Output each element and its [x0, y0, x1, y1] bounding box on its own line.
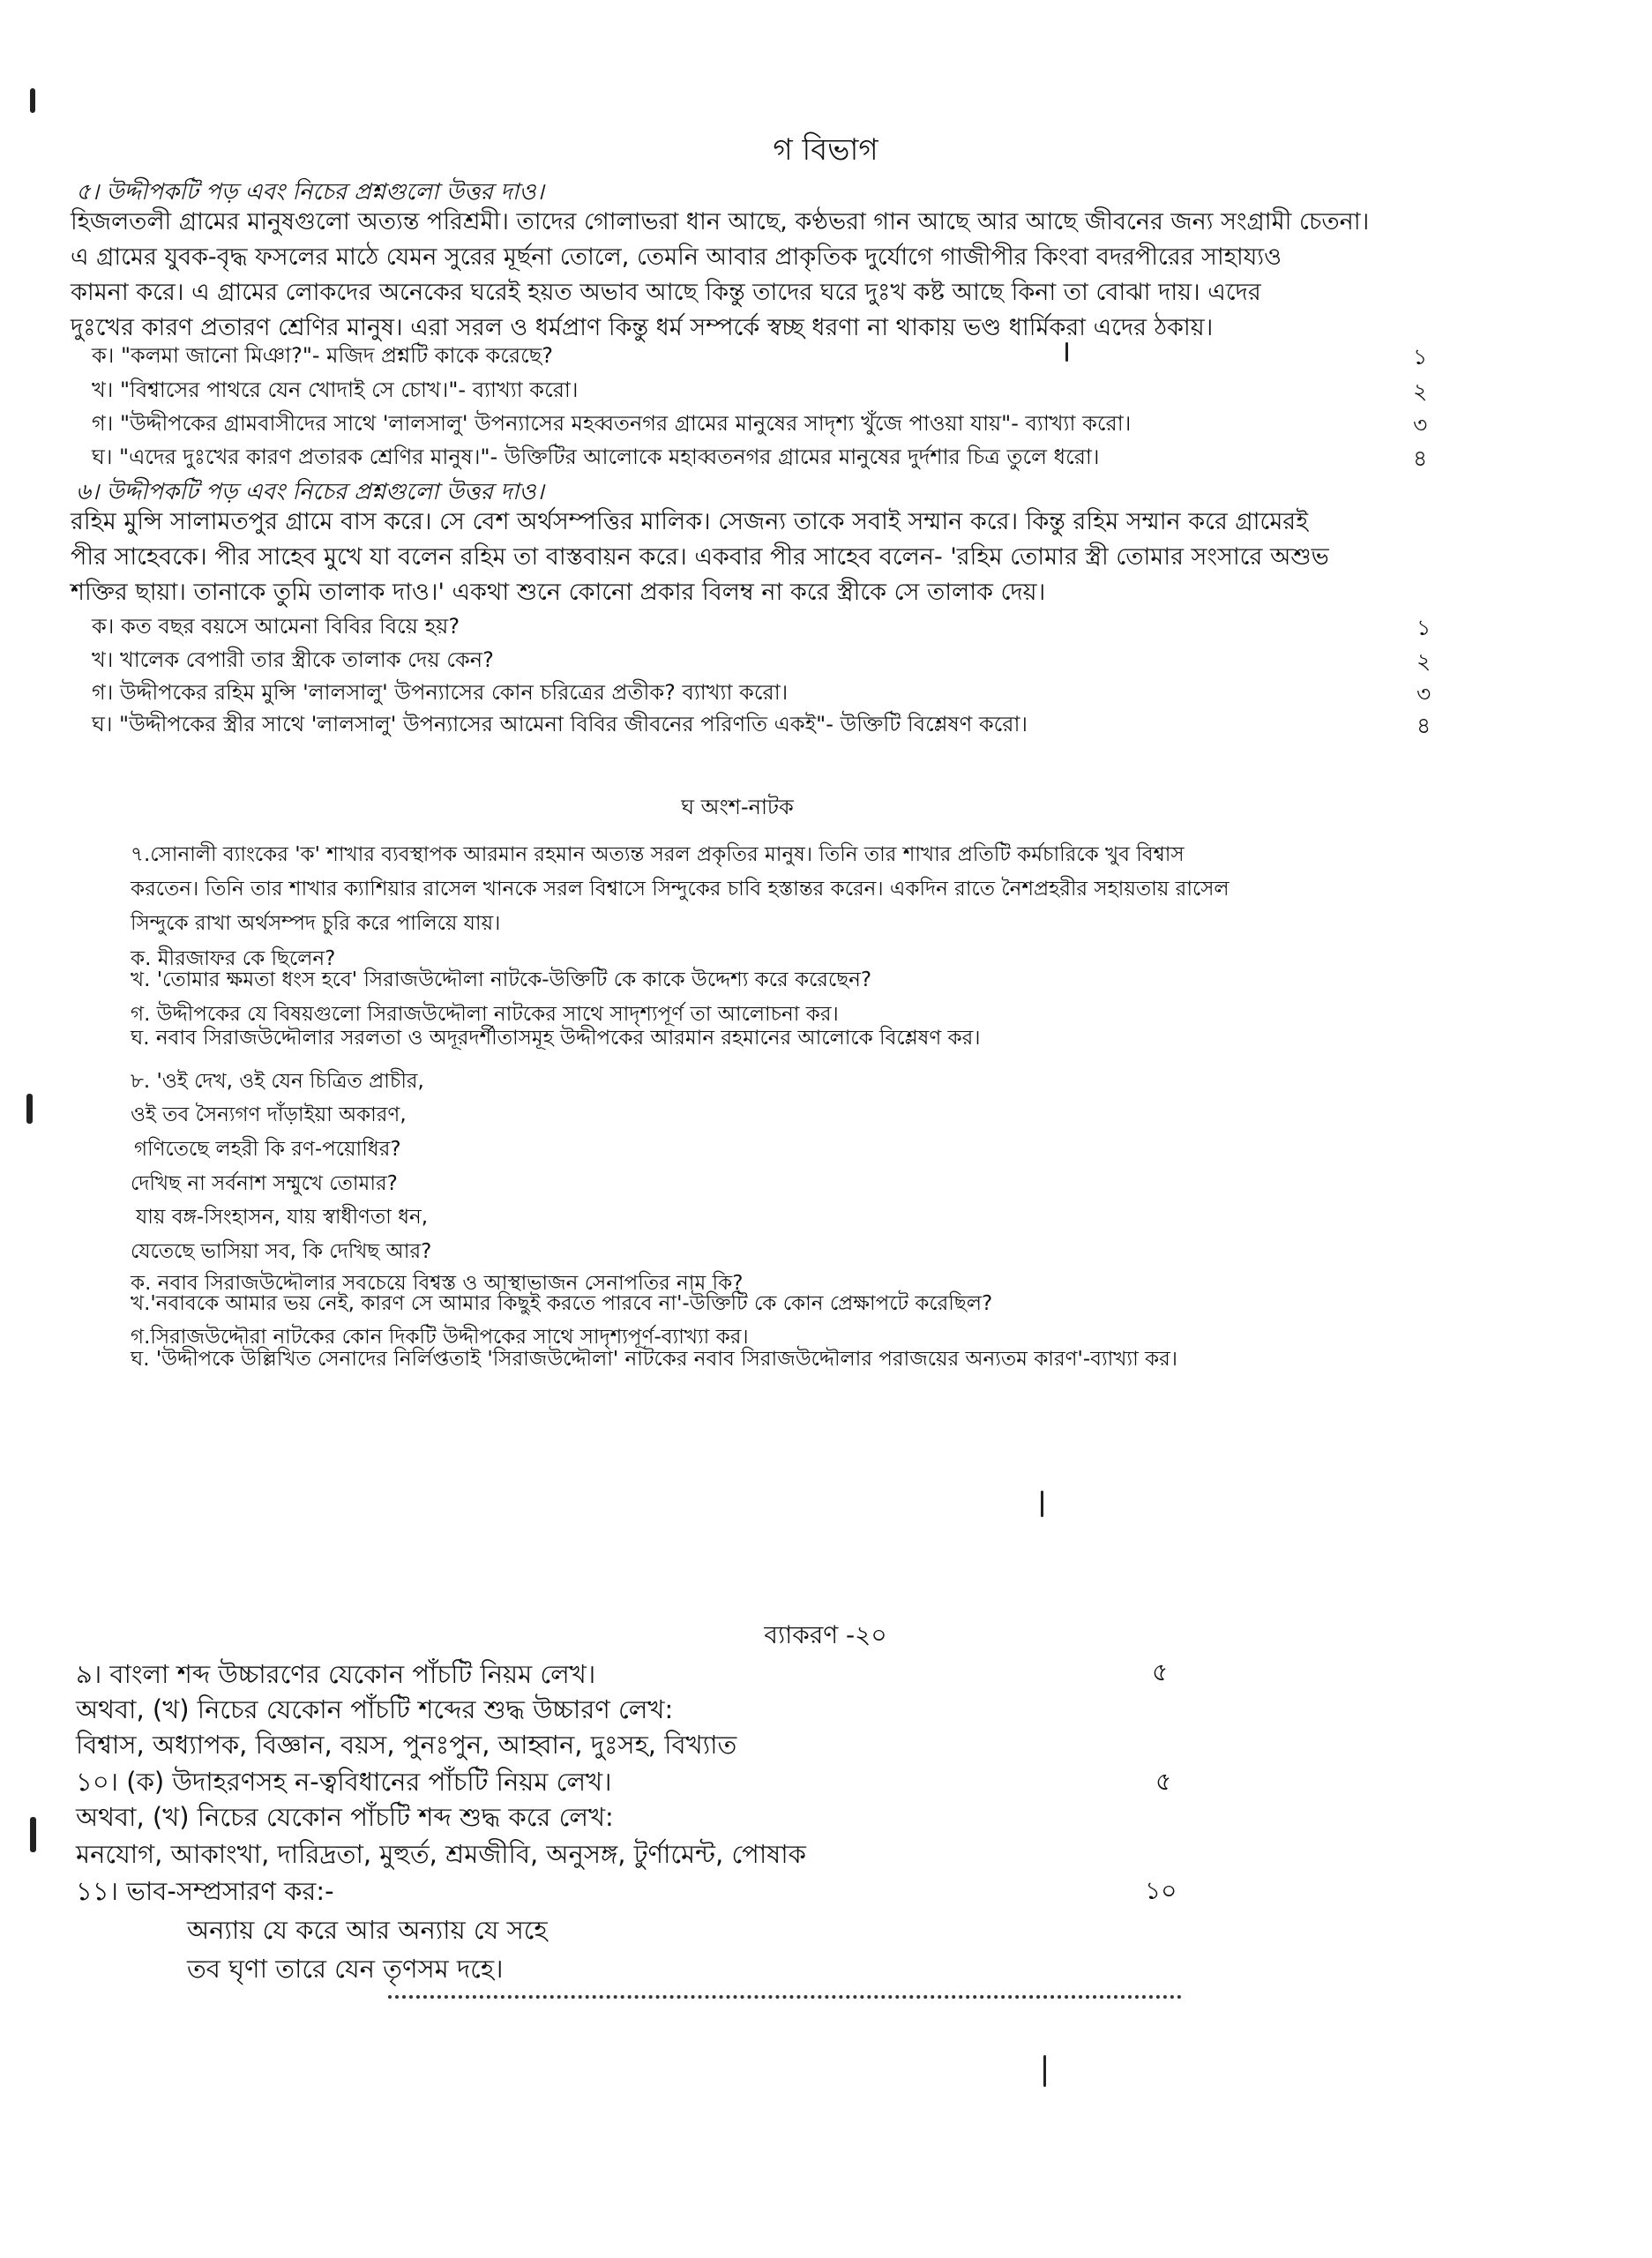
q5-mark: ২ [1413, 378, 1428, 404]
scan-mark [30, 88, 35, 113]
q5-mark: ৪ [1413, 445, 1428, 471]
q9-text: ৯। বাংলা শব্দ উচ্চারণের যেকোন পাঁচটি নিয়ম লেখ। [76, 1659, 596, 1689]
q6-mark: ৪ [1417, 713, 1431, 738]
q5-heading: ৫। উদ্দীপকটি পড় এবং নিচের প্রশ্নগুলো উত্তর দাও। [76, 179, 544, 206]
passage-line: এ গ্রামের যুবক-বৃদ্ধ ফসলের মাঠে যেমন সুরের মূর্ছনা তোলে, তেমনি আবার প্রাকৃতিক দুর্যোগে গাজীপীর কিংবা বদরপীরের সাহায্যও [71, 243, 1282, 271]
q10-words: মনযোগ, আকাংখা, দারিদ্রতা, মুহুর্ত, শ্রমজীবি, অনুসঙ্গ, টুর্ণামেন্ট, পোষাক [76, 1839, 806, 1869]
q6-mark: ১ [1417, 615, 1431, 640]
scan-mark [30, 1817, 36, 1852]
q6-mark: ৩ [1417, 681, 1431, 707]
scan-mark [26, 1094, 33, 1124]
q7-question: গ. উদ্দীপকের যে বিষয়গুলো সিরাজউদ্দৌলা নাটকের সাথে সাদৃশ্যপূর্ণ তা আলোচনা কর। [131, 1003, 839, 1026]
q7-question: ঘ. নবাব সিরাজউদ্দৌলার সরলতা ও অদূরদর্শীতাসমূহ উদ্দীপকের আরমান রহমানের আলোকে বিশ্লেষণ কর। [131, 1027, 981, 1050]
q5-mark: ৩ [1413, 412, 1428, 437]
q10-mark: ৫ [1155, 1767, 1172, 1796]
q11-text: ১১। ভাব-সম্প্রসারণ কর:- [76, 1876, 334, 1906]
passage-line: সিন্দুকে রাখা অর্থসম্পদ চুরি করে পালিয়ে যায়। [131, 912, 501, 935]
q9-alt: অথবা, (খ) নিচের যেকোন পাঁচটি শব্দের শুদ্ধ উচ্চারণ লেখ: [76, 1694, 674, 1724]
section-ga-title: গ বিভাগ [773, 132, 878, 168]
q5-question: ঘ। "এদের দুঃখের কারণ প্রতারক শ্রেণির মানুষ।"- উক্তিটির আলোকে মহাব্বতনগর গ্রামের মানুষের দুর্দশার চিত্র তুলে ধরো। [92, 445, 1100, 469]
q10-alt: অথবা, (খ) নিচের যেকোন পাঁচটি শব্দ শুদ্ধ করে লেখ: [76, 1802, 614, 1832]
q11-mark: ১০ [1145, 1876, 1177, 1905]
q5-question: ক। "কলমা জানো মিঞা?"- মজিদ প্রশ্নটি কাকে করেছে? [92, 343, 554, 368]
q6-heading: ৬। উদ্দীপকটি পড় এবং নিচের প্রশ্নগুলো উত্তর দাও। [76, 479, 544, 505]
q5-question: খ। "বিশ্বাসের পাথরে যেন খোদাই সে চোখ।"- ব্যাখ্যা করো। [92, 378, 579, 402]
q7-passage [131, 838, 1383, 941]
q5-question: গ। "উদ্দীপকের গ্রামবাসীদের সাথে 'লালসালু' উপন্যাসের মহব্বতনগর গ্রামের মানুষের সাদৃশ্য খুঁজে পাওয়া যায়"- ব্যাখ্যা করো। [92, 411, 1132, 436]
section-gha-title: ঘ অংশ-নাটক [681, 795, 794, 819]
q8-question: গ.সিরাজউদ্দৌরা নাটকের কোন দিকটি উদ্দীপকের সাথে সাদৃশ্যপূর্ণ-ব্যাখ্যা কর। [131, 1326, 749, 1349]
q8-poem-line: গণিতেছে লহরী কি রণ-পয়োধির? [134, 1138, 401, 1161]
passage-line: শক্তির ছায়া। তানাকে তুমি তালাক দাও।' একথা শুনে কোনো প্রকার বিলম্ব না করে স্ত্রীকে সে তালাক দেয়। [71, 579, 1046, 606]
q6-question: ঘ। "উদ্দীপকের স্ত্রীর সাথে 'লালসালু' উপন্যাসের আমেনা বিবির জীবনের পরিণতি একই"- উক্তিটি বিশ্লেষণ করো। [92, 712, 1028, 736]
q8-question: খ.'নবাবকে আমার ভয় নেই, কারণ সে আমার কিছুই করতে পারবে না'-উক্তিটি কে কোন প্রেক্ষাপটে করেছিল? [131, 1292, 993, 1315]
q10-text: ১০। (ক) উদাহরণসহ ন-ত্ববিধানের পাঁচটি নিয়ম লেখ। [76, 1767, 612, 1797]
q11-line: অন্যায় যে করে আর অন্যায় যে সহে [187, 1915, 548, 1945]
q9-words: বিশ্বাস, অধ্যাপক, বিজ্ঞান, বয়স, পুনঃপুন, আহ্বান, দুঃসহ, বিখ্যাত [76, 1730, 737, 1760]
passage-line: কামনা করে। এ গ্রামের লোকদের অনেকের ঘরেই হয়ত অভাব আছে কিন্তু তাদের ঘরে দুঃখ কষ্ট আছে কিনা তা বোঝা দায়। এদের [71, 279, 1261, 306]
passage-line: করতেন। তিনি তার শাখার ক্যাশিয়ার রাসেল খানকে সরল বিশ্বাসে সিন্দুকের চাবি হস্তান্তর করেন। একদিন রাতে নৈশপ্রহরীর সহায়তায় রাসেল [131, 878, 1230, 901]
q7-question: ক. মীরজাফর কে ছিলেন? [131, 947, 336, 970]
q6-mark: ২ [1417, 648, 1431, 674]
q8-poem-line: ওই তব সৈন্যগণ দাঁড়াইয়া অকারণ, [131, 1103, 407, 1126]
q8-question: ঘ. 'উদ্দীপকে উল্লিখিত সেনাদের নির্লিপ্ততাই 'সিরাজউদ্দৌলা' নাটকের নবাব সিরাজউদ্দৌলার পরাজয়ের অন্যতম কারণ'-ব্যাখ্যা কর। [131, 1348, 1178, 1371]
q7-question: খ. 'তোমার ক্ষমতা ধংস হবে' সিরাজউদ্দৌলা নাটকে-উক্তিটি কে কাকে উদ্দেশ্য করে করেছেন? [131, 968, 872, 991]
passage-line: ৭.সোনালী ব্যাংকের 'ক' শাখার ব্যবস্থাপক আরমান রহমান অত্যন্ত সরল প্রকৃতির মানুষ। তিনি তার শাখার প্রতিটি কর্মচারিকে খুব বিশ্বাস [131, 843, 1185, 866]
q11-line: তব ঘৃণা তারে যেন তৃণসম দহে। [187, 1954, 504, 1984]
q8-poem-line: যেতেছে ভাসিয়া সব, কি দেখিছ আর? [131, 1240, 432, 1263]
scan-mark [1041, 1491, 1043, 1517]
grammar-title: ব্যাকরণ -২০ [764, 1620, 887, 1649]
q8-poem-line: যায় বঙ্গ-সিংহাসন, যায় স্বাধীণতা ধন, [136, 1206, 429, 1229]
q6-question: ক। কত বছর বয়সে আমেনা বিবির বিয়ে হয়? [92, 614, 460, 639]
q6-question: খ। খালেক বেপারী তার স্ত্রীকে তালাক দেয় কেন? [92, 647, 494, 672]
q5-passage [71, 205, 1446, 346]
passage-line: পীর সাহেবকে। পীর সাহেব মুখে যা বলেন রহিম তা বাস্তবায়ন করে। একবার পীর সাহেব বলেন- 'রহিম তোমার স্ত্রী তোমার সংসারে অশুভ [71, 543, 1329, 571]
passage-line: হিজলতলী গ্রামের মানুষগুলো অত্যন্ত পরিশ্রমী। তাদের গোলাভরা ধান আছে, কণ্ঠভরা গান আছে আর আছে জীবনের জন্য সংগ্রামী চেতনা। [71, 208, 1370, 236]
q6-passage [71, 505, 1446, 610]
passage-line: রহিম মুন্সি সালামতপুর গ্রামে বাস করে। সে বেশ অর্থসম্পত্তির মালিক। সেজন্য তাকে সবাই সম্মান করে। কিন্তু রহিম সম্মান করে গ্রামেরই [71, 508, 1309, 535]
q8-poem-line: ৮. 'ওই দেখ, ওই যেন চিত্রিত প্রাচীর, [131, 1070, 424, 1093]
q9-mark: ৫ [1152, 1657, 1169, 1686]
scan-mark [1043, 2055, 1046, 2087]
end-divider [388, 1995, 1182, 1999]
passage-line: দুঃখের কারণ প্রতারণ শ্রেণির মানুষ। এরা সরল ও ধর্মপ্রাণ কিন্তু ধর্ম সম্পর্কে স্বচ্ছ ধরণা না থাকায় ভণ্ড ধার্মিকরা এদের ঠকায়। [71, 314, 1214, 341]
q8-question: ক. নবাব সিরাজউদ্দৌলার সবচেয়ে বিশ্বস্ত ও আস্থাভাজন সেনাপতির নাম কি? [131, 1272, 744, 1295]
q5-mark: ১ [1413, 344, 1428, 370]
q8-poem-line: দেখিছ না সর্বনাশ সম্মুখে তোমার? [131, 1172, 398, 1195]
q6-question: গ। উদ্দীপকের রহিম মুন্সি 'লালসালু' উপন্যাসের কোন চরিত্রের প্রতীক? ব্যাখ্যা করো। [92, 680, 789, 705]
